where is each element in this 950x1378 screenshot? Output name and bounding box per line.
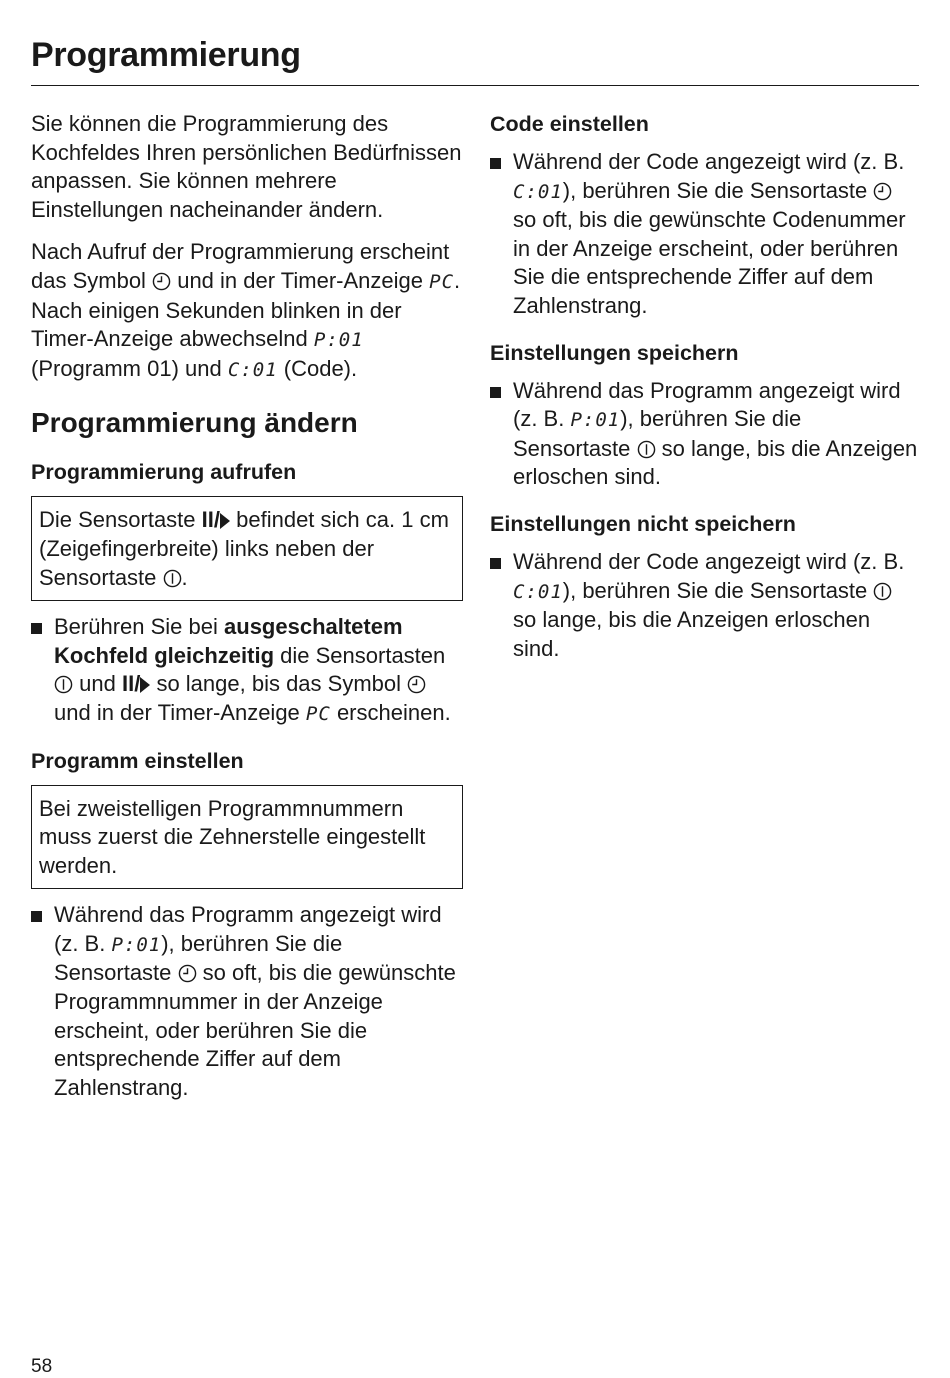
page-title: Programmierung <box>31 36 301 74</box>
clock-icon <box>178 964 197 983</box>
text: und <box>79 671 116 697</box>
text: ), berühren Sie die Sensortaste <box>562 177 868 203</box>
play-triangle-icon <box>140 677 150 693</box>
heading-code-einstellen: Code einstellen <box>490 112 649 136</box>
lcd-c01: C:01 <box>227 358 278 381</box>
text: erscheinen. <box>336 699 451 725</box>
text: Während das Programm angezeigt wird (z. B. <box>513 377 901 432</box>
power-icon <box>637 440 656 459</box>
clock-icon <box>407 675 426 694</box>
text: ), berühren Sie die Sensortaste <box>562 577 868 603</box>
text: und in der Timer-Anzeige <box>54 699 300 725</box>
text: (Code). <box>283 355 358 381</box>
power-icon <box>163 569 182 588</box>
left-column <box>31 110 463 1114</box>
intro-paragraph-2 <box>31 238 463 384</box>
note-box-sensortaste <box>31 496 463 601</box>
right-column <box>490 110 920 675</box>
text: so oft, bis die gewünschte Codenummer in der Anzeige erscheint, oder berühren Sie die entsprechende Ziffer auf dem Zahlenstrang. <box>513 207 906 318</box>
heading-programmierung-aufrufen: Programmierung aufrufen <box>31 460 297 485</box>
text: (Programm 01) und <box>31 355 222 381</box>
text: so lange, bis die Anzeigen erloschen sind. <box>513 607 871 661</box>
list-item <box>31 613 463 728</box>
heading-einstellungen-speichern: Einstellungen speichern <box>490 340 739 365</box>
text: Während der Code angezeigt wird (z. B. <box>513 548 905 574</box>
section-heading: Programmierung ändern <box>31 407 358 439</box>
text: Während der Code angezeigt wird (z. B. <box>513 149 905 174</box>
text: so oft, bis die gewünschte Programmnummer in der Anzeige erscheint, oder berühren Sie die entsprechende Ziffer auf dem Zahlenstrang. <box>54 960 456 1100</box>
clock-icon <box>873 182 892 201</box>
power-icon <box>54 675 73 694</box>
text: so lange, bis die Anzeigen erloschen sind. <box>513 435 918 490</box>
intro-paragraph-1: Sie können die Programmierung des Kochfeldes Ihren persönlichen Bedürfnissen anpassen. Sie können mehrere Einstellungen nacheinander ändern. <box>31 111 462 222</box>
list-item <box>490 548 920 663</box>
heading-einstellungen-nicht-speichern: Einstellungen nicht speichern <box>490 511 796 536</box>
power-icon <box>873 582 892 601</box>
text: Berühren Sie bei <box>54 614 218 640</box>
lcd-c01: C:01 <box>513 180 563 203</box>
lcd-c01: C:01 <box>513 580 563 603</box>
lcd-p01: P:01 <box>111 933 162 956</box>
lcd-pc: PC <box>305 702 331 725</box>
lcd-p01: P:01 <box>313 329 364 352</box>
list-item <box>31 901 463 1102</box>
lcd-p01: P:01 <box>570 409 621 432</box>
heading-programm-einstellen: Programm einstellen <box>31 748 244 773</box>
text: so lange, bis das Symbol <box>156 671 402 697</box>
lcd-pc: PC <box>429 270 455 293</box>
list-item <box>490 148 920 321</box>
text: Die Sensortaste <box>39 507 196 533</box>
play-triangle-icon <box>220 513 230 529</box>
page-number: 58 <box>31 1356 53 1377</box>
text: Während das Programm angezeigt wird (z. B. <box>54 902 442 956</box>
text: und in der Timer-Anzeige <box>177 267 423 293</box>
note-box-zehnerstelle: Bei zweistelligen Programmnummern muss zuerst die Zehnerstelle eingestellt werden. <box>31 785 463 890</box>
text: befindet sich ca. 1 cm (Zeigefingerbreite) links neben der Sensortaste <box>39 507 449 590</box>
text: Nach Aufruf der Programmierung erscheint das Symbol <box>31 239 450 293</box>
list-item <box>490 377 920 492</box>
clock-icon <box>152 272 171 291</box>
pause-play-label: II/ <box>121 671 141 697</box>
text: ), berühren Sie die Sensortaste <box>513 406 802 461</box>
text: die Sensortasten <box>280 642 446 668</box>
text: ), berühren Sie die Sensortaste <box>54 930 343 986</box>
text: . <box>181 564 188 590</box>
bold-text: ausgeschaltetem Kochfeld gleichzeitig <box>54 614 403 668</box>
pause-play-label: II/ <box>201 507 220 533</box>
title-divider <box>31 85 919 86</box>
text: . Nach einigen Sekunden blinken in der Timer-Anzeige abwechselnd <box>31 267 461 352</box>
